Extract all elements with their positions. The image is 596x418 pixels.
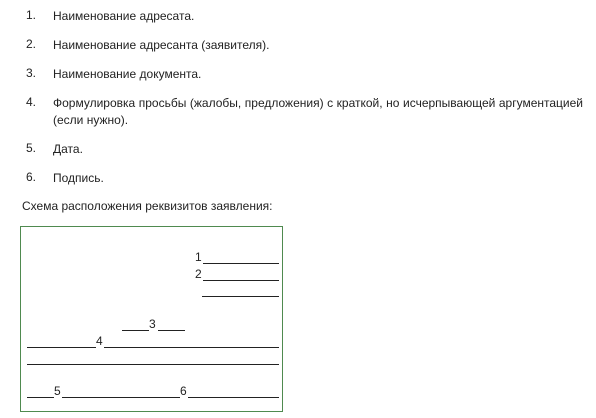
slot-applicant-number: 2: [195, 267, 202, 281]
addressee-line: [203, 263, 279, 264]
item-number: 3.: [26, 66, 37, 80]
slot-doc-name-number: 3: [149, 317, 156, 331]
date-line-left: [27, 397, 54, 398]
applicant-line: [203, 280, 279, 281]
applicant-line-2: [202, 296, 279, 297]
slot-date-number: 5: [54, 384, 61, 398]
doc-name-line-left: [122, 330, 149, 331]
slot-signature-number: 6: [180, 384, 187, 398]
item-text: Наименование документа.: [53, 67, 202, 81]
doc-name-line-right: [158, 330, 185, 331]
slot-body-number: 4: [96, 334, 103, 348]
body-line-right: [104, 347, 279, 348]
item-text: Дата.: [53, 142, 83, 156]
item-text: Формулировка просьбы (жалобы, предложения) с краткой, но исчерпывающей аргументацией (если нужно).: [53, 96, 583, 127]
item-number: 1.: [26, 8, 37, 22]
item-number: 2.: [26, 37, 37, 51]
body-line-left: [27, 347, 96, 348]
item-text: Наименование адресанта (заявителя).: [53, 38, 270, 52]
item-number: 4.: [26, 95, 37, 109]
item-text: Наименование адресата.: [53, 9, 195, 23]
item-number: 5.: [26, 141, 37, 155]
date-line-right: [62, 397, 180, 398]
body-line-2: [27, 364, 279, 365]
signature-line: [188, 397, 279, 398]
item-number: 6.: [26, 170, 37, 184]
requisites-layout-frame: [20, 226, 283, 412]
schema-title: Схема расположения реквизитов заявления:: [22, 199, 273, 213]
item-text: Подпись.: [53, 171, 104, 185]
slot-addressee-number: 1: [195, 250, 202, 264]
